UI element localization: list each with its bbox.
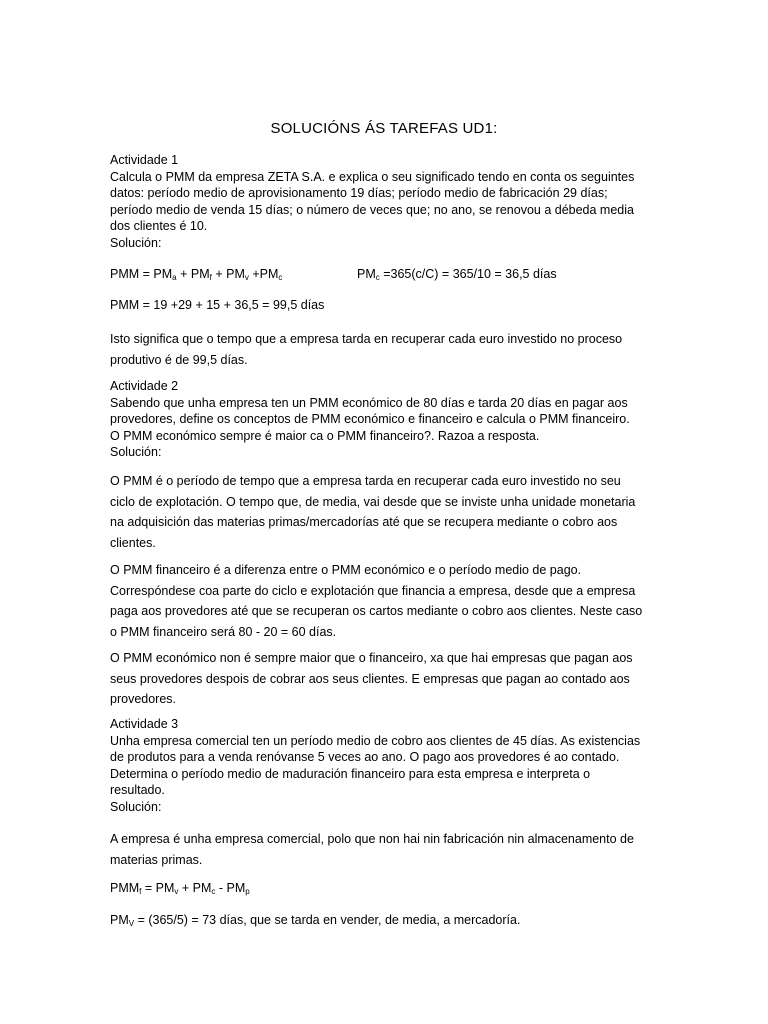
activity-3-explanation: A empresa é unha empresa comercial, polo que non hai nin fabricación nin almacenamento de materias primas. xyxy=(110,832,634,867)
activity-2-question-line: O PMM económico sempre é maior ca o PMM financeiro?. Razoa a resposta. xyxy=(110,428,540,443)
activity-3-question-line: Unha empresa comercial ten un período medio de cobro aos clientes de 45 días. As existencias xyxy=(110,733,641,748)
activity-2-question-line: provedores, define os conceptos de PMM económico e financeiro e calcula o PMM financeiro. xyxy=(110,412,630,426)
activity-1-question-line: dos clientes é 10. xyxy=(110,219,208,233)
activity-1-formula-pmm: PMM = $PM_a + PM_f + PM_v +PM_c$ xyxy=(110,267,283,282)
activity-2-paragraph-a: O PMM é o período de tempo que a empresa tarda en recuperar cada euro investido no seu ciclo de explotación. O tempo que, de media, vai desde que se inviste unha unidade monetaria na adquisición das materias primas/mercadorías até que se recupera mediante o cobro aos clientes. xyxy=(110,474,636,550)
activity-1-formula-pmc: $PM_c =365(c/C) = 365/10 = 36,5$ días xyxy=(357,267,557,282)
activity-3-formula-pmv: $PM_V = (365/5) = 73$ días, que se tarda en vender, de media, a mercadoría. xyxy=(110,913,521,928)
activity-2-paragraph-c: O PMM económico non é sempre maior que o financeiro, xa que hai empresas que pagan aos seus provedores despois de cobrar aos seus clientes. E empresas que pagan ao contado aos provedores. xyxy=(110,651,633,706)
activity-3-statement xyxy=(110,716,670,815)
activity-1-heading: Actividade 1 xyxy=(110,153,179,167)
activity-3-solution-label: Solución: xyxy=(110,799,162,814)
activity-3-question-line: Determina o período medio de maduración financeiro para esta empresa e interpreta o xyxy=(110,766,591,781)
activity-2-question-line: Sabendo que unha empresa ten un PMM económico de 80 días e tarda 20 días en pagar aos xyxy=(110,395,628,410)
activity-1-statement xyxy=(110,152,670,251)
activity-1-question-line: datos: período medio de aprovisionamento 19 días; período medio de fabricación 29 días; xyxy=(110,186,608,200)
page-title: SOLUCIÓNS ÁS TAREFAS UD1: xyxy=(270,120,498,137)
activity-3-question-line: resultado. xyxy=(110,783,165,797)
activity-1-question-line: período medio de venda 15 días; o número de veces que; no ano, se renovou a débeda media xyxy=(110,202,634,217)
activity-1-formula-result: PMM = 19 +29 + 15 + 36,5 = 99,5 días xyxy=(110,298,325,312)
activity-3-heading: Actividade 3 xyxy=(110,717,179,731)
activity-1-solution-label: Solución: xyxy=(110,235,162,250)
activity-2-statement xyxy=(110,378,670,461)
activity-3-question-line: de produtos para a venda renóvanse 5 veces ao ano. O pago aos provedores é ao contado. xyxy=(110,750,620,764)
activity-1-explanation: Isto significa que o tempo que a empresa tarda en recuperar cada euro investido no proceso produtivo é de 99,5 días. xyxy=(110,332,623,367)
activity-1-question-line: Calcula o PMM da empresa ZETA S.A. e explica o seu significado tendo en conta os seguintes xyxy=(110,169,635,184)
activity-2-solution-label: Solución: xyxy=(110,445,162,459)
activity-3-formula-pmmf: $PMM_f = PM_v + PM_c - PM_p$ xyxy=(110,881,250,896)
activity-2-heading: Actividade 2 xyxy=(110,379,179,393)
activity-2-paragraph-b: O PMM financeiro é a diferenza entre o PMM económico e o período medio de pago. Correspóndese coa parte do ciclo e explotación que financia a empresa, desde que a empresa paga aos provedores até que se recuperan os cartos mediante o cobro aos clientes. Neste caso o PMM financeiro será 80 - 20 = 60 días. xyxy=(110,563,643,639)
